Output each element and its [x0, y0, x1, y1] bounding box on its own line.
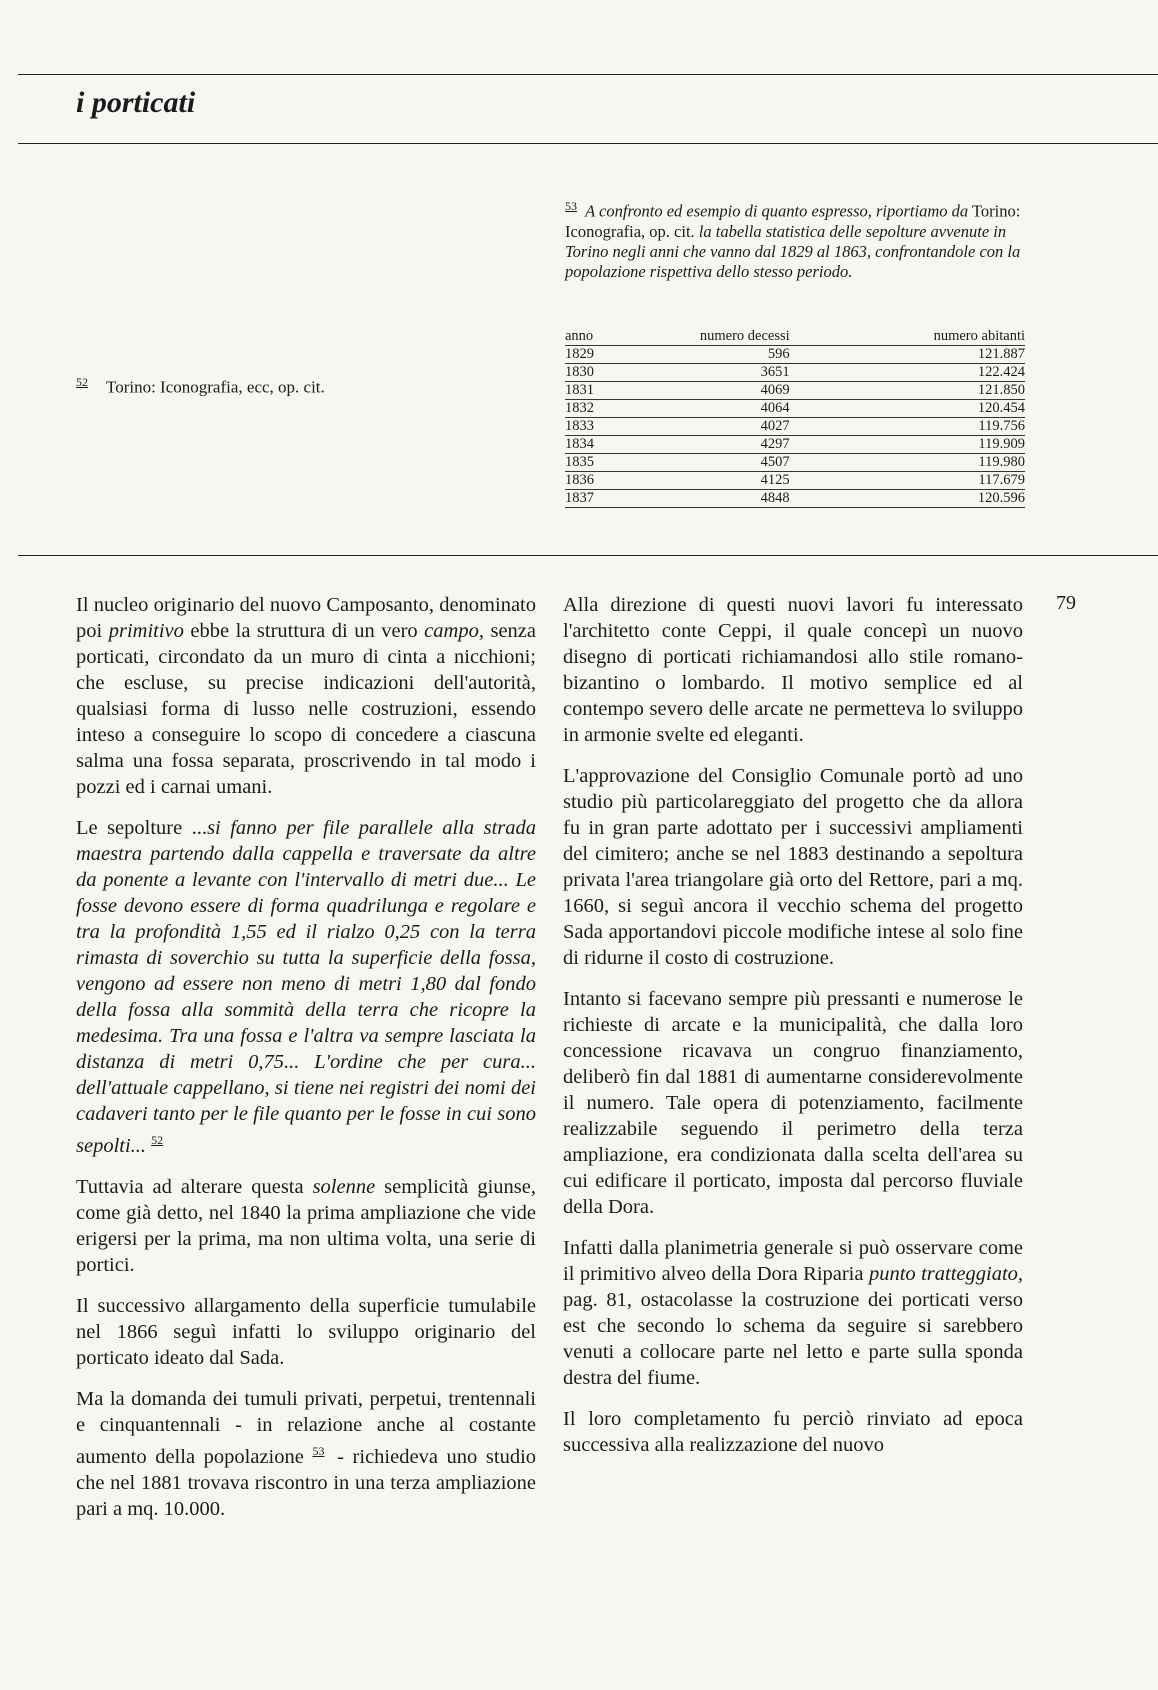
table-row	[565, 364, 1025, 382]
text-run: Ma la domanda dei tumuli privati, perpetui, trentennali e cinquantennali - in relazione anche al costante aumento della popolazione	[76, 1387, 536, 1468]
cell-population: 119.909	[790, 436, 1025, 454]
footnote-53	[565, 196, 1035, 282]
cell-year: 1835	[565, 454, 640, 472]
paragraph: L'approvazione del Consiglio Comunale portò ad uno studio più particolareggiato del progetto che da allora fu in gran parte adottato per i successivi ampliamenti del cimitero; anche se nel 1883 destinando a sepoltura privata l'area triangolare già orto del Rettore, pari a mq. 1660, si seguì ancora il vecchio schema del progetto Sada apportandovi piccole modifiche intese al solo fine di ridurne il costo di costruzione.	[563, 765, 1023, 969]
footnote-citation: Torino: Iconografia, op. cit.	[565, 201, 1021, 241]
table-row	[565, 436, 1025, 454]
body-column-right	[563, 592, 1023, 1473]
table-row	[565, 418, 1025, 436]
table-row	[565, 454, 1025, 472]
cell-population: 122.424	[790, 364, 1025, 382]
table-row	[565, 472, 1025, 490]
text-run-italic: punto tratteggiato,	[868, 1263, 1024, 1285]
text-run: - richiedeva uno studio che nel 1881 trovava riscontro in una terza ampliazione pari a mq. 10.000.	[76, 1445, 537, 1520]
page-number: 79	[1056, 592, 1076, 614]
footnote-text: A confronto ed esempio di quanto espresso, riportiamo da	[585, 201, 969, 221]
cell-deaths: 4848	[640, 490, 790, 508]
paragraph	[76, 815, 536, 1159]
cell-deaths: 4125	[640, 472, 790, 490]
paragraph: Il loro completamento fu perciò rinviato ad epoca successiva alla realizzazione del nuovo	[563, 1408, 1023, 1456]
page-title: i porticati	[76, 86, 196, 119]
paragraph	[76, 1386, 536, 1522]
cell-deaths: 3651	[640, 364, 790, 382]
header-bottom-rule	[18, 143, 1158, 144]
footnote-52	[76, 375, 325, 398]
paragraph: Il successivo allargamento della superficie tumulabile nel 1866 seguì infatti lo sviluppo originario del porticato ideato dal Sada.	[76, 1294, 536, 1369]
cell-population: 121.850	[790, 382, 1025, 400]
table-header-row	[565, 328, 1025, 346]
paragraph	[563, 1235, 1023, 1391]
table-row	[565, 346, 1025, 364]
text-run: ebbe la struttura di un vero	[190, 620, 418, 642]
text-run-italic: campo,	[424, 620, 484, 642]
text-run: pag. 81, ostacolasse la costruzione dei porticati verso est che secondo lo schema da seguire si sarebbero venuti a collocare parte nel letto e parte sulla sponda destra del fiume.	[563, 1289, 1023, 1389]
body-column-left	[76, 592, 536, 1537]
cell-population: 121.887	[790, 346, 1025, 364]
text-run: semplicità giunse, come già detto, nel 1840 la prima ampliazione che vide erigersi per la prima, ma non ultima volta, una serie di portici.	[76, 1175, 536, 1276]
paragraph	[76, 1174, 536, 1278]
footnote-ref-53[interactable]: 53	[312, 1443, 325, 1458]
paragraph: Alla direzione di questi nuovi lavori fu interessato l'architetto conte Ceppi, il quale concepì un nuovo disegno di porticati richiamandosi allo stile romano-bizantino o lombardo. Il motivo semplice ed al contempo severo delle arcate ne permetteva lo sviluppo in armonie svelte ed eleganti.	[563, 594, 1023, 746]
text-run: senza porticati, circondato da un muro di cinta a nicchioni; che escluse, su precise indicazioni dell'autorità, qualsiasi forma di lusso nelle costruzioni, essendo inteso a conseguire lo scopo di concedere a ciascuna salma una fossa separata, proscrivendo in tal modo i pozzi ed i carnai umani.	[76, 620, 536, 798]
table-row	[565, 490, 1025, 508]
cell-deaths: 4507	[640, 454, 790, 472]
cell-year: 1834	[565, 436, 640, 454]
burial-statistics-table	[565, 328, 1025, 508]
text-run-italic: solenne	[312, 1175, 376, 1198]
footnote-marker: 53	[565, 199, 577, 213]
cell-year: 1832	[565, 400, 640, 418]
quotation-italic: si fanno per file parallele alla strada maestra partendo dalla cappella e traversate da altre da ponente a levante con l'intervallo di metri due... Le fosse devono essere di forma quadrilunga e regolare e tra la profondità 1,55 ed il rialzo 0,25 con la terra rimasta di soverchio su tutta la superficie della fossa, vengono ad essere non meno di metri 1,80 dal fondo della fossa alla sommità della terra che ricopre la medesima. Tra una fossa e l'altra va sempre lasciata la distanza di metri 0,75... L'ordine che per cura... dell'attuale cappellano, si tiene nei registri dei nomi dei cadaveri tanto per le file quanto per le fosse in cui sono sepolti...	[76, 817, 537, 1157]
cell-year: 1833	[565, 418, 640, 436]
text-run: Le sepolture ...	[76, 817, 208, 839]
text-run-italic: primitivo	[108, 620, 184, 642]
header-top-rule	[18, 74, 1158, 75]
table-row	[565, 400, 1025, 418]
footnote-ref-52[interactable]: 52	[151, 1133, 164, 1147]
cell-year: 1830	[565, 364, 640, 382]
cell-deaths: 4297	[640, 436, 790, 454]
cell-population: 119.980	[790, 454, 1025, 472]
paragraph	[76, 592, 536, 800]
cell-population: 119.756	[790, 418, 1025, 436]
text-run: Tuttavia ad alterare questa	[76, 1175, 304, 1198]
column-header-anno: anno	[565, 328, 640, 346]
cell-year: 1837	[565, 490, 640, 508]
text-run: Infatti dalla planimetria generale si può osservare come il primitivo alveo della Dora Riparia	[563, 1237, 1023, 1285]
paragraph: Intanto si facevano sempre più pressanti e numerose le richieste di arcate e la municipalità, che dalla loro concessione ricavava un congruo finanziamento, deliberò fin dal 1881 di aumentarne considerevolmente il numero. Tale opera di potenziamento, facilmente realizzabile seguendo il perimetro della terza ampliazione, era condizionata dalla scelta dell'area su cui edificare il porticato, imposta dal percorso fluviale della Dora.	[563, 988, 1023, 1218]
cell-population: 117.679	[790, 472, 1025, 490]
table-row	[565, 382, 1025, 400]
column-header-decessi: numero decessi	[640, 328, 790, 346]
cell-deaths: 4027	[640, 418, 790, 436]
cell-population: 120.454	[790, 400, 1025, 418]
cell-year: 1829	[565, 346, 640, 364]
footnote-marker: 52	[76, 375, 88, 389]
cell-deaths: 4069	[640, 382, 790, 400]
cell-deaths: 596	[640, 346, 790, 364]
text-run: Il nucleo originario del nuovo Camposanto, denominato poi	[76, 594, 536, 642]
footnote-text: la tabella statistica delle sepolture avvenute in Torino negli anni che vanno dal 1829 al 1863, confrontandole con la popolazione rispettiva dello stesso periodo.	[565, 221, 1021, 281]
column-header-abitanti: numero abitanti	[790, 328, 1025, 346]
cell-year: 1836	[565, 472, 640, 490]
cell-population: 120.596	[790, 490, 1025, 508]
footnote-text: Torino: Iconografia, ecc, op. cit.	[106, 377, 325, 397]
cell-year: 1831	[565, 382, 640, 400]
cell-deaths: 4064	[640, 400, 790, 418]
section-divider	[18, 555, 1158, 556]
